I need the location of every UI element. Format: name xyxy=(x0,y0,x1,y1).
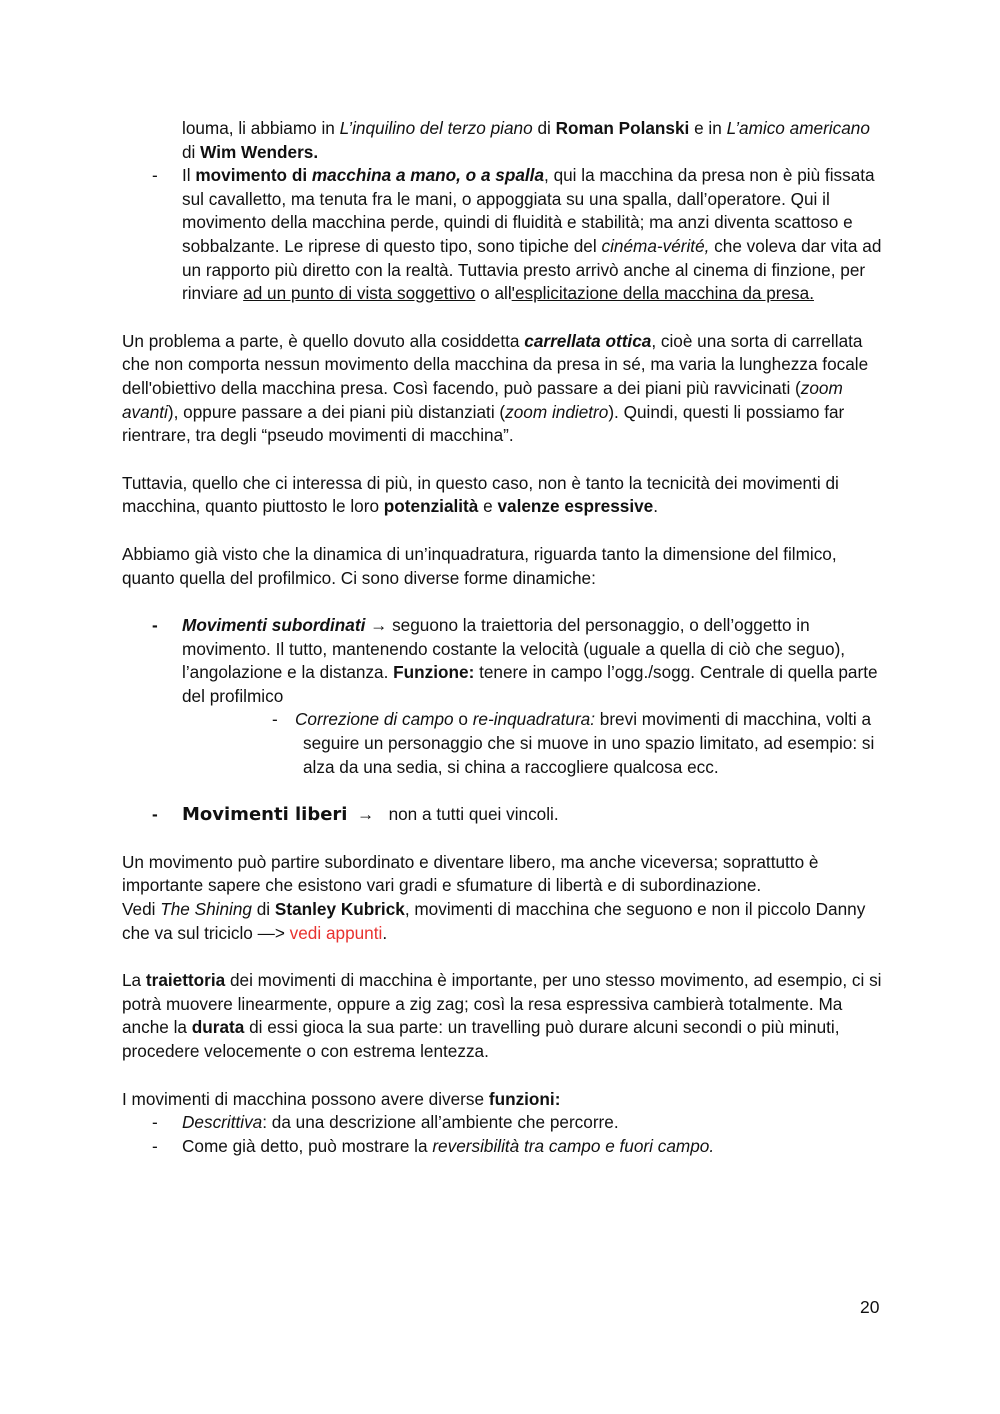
text-run: Vedi xyxy=(122,899,161,920)
term-durata: durata xyxy=(191,1017,245,1038)
term-potenzialita: potenzialità xyxy=(383,496,479,517)
term-traiettoria: traiettoria xyxy=(145,970,226,991)
text-run: o all xyxy=(475,283,512,304)
arrow-right-icon: → xyxy=(357,804,375,825)
term-reversibilita: reversibilità tra campo e fuori campo. xyxy=(432,1135,715,1156)
text-run: brevi movimenti di macchina, volti a seguire un personaggio che si muove in uno spazio limitato, ad esempio: si alza da una sedia, si china a raccogliere qualcosa ecc. xyxy=(303,709,875,777)
text-run: louma, li abbiamo in xyxy=(182,118,340,138)
page-content xyxy=(122,117,882,1158)
vedi-appunti-link[interactable]: vedi appunti xyxy=(289,922,383,943)
director-kubrick: Stanley Kubrick xyxy=(274,899,405,920)
paragraph-libero xyxy=(122,851,882,945)
text-run: I movimenti di macchina possono avere diverse xyxy=(122,1088,489,1109)
underlined-esplicitazione: 'esplicitazione della macchina da presa. xyxy=(511,283,814,304)
term-correzione-di-campo: Correzione di campo xyxy=(295,709,454,730)
term-movimenti-subordinati: Movimenti subordinati xyxy=(182,615,366,636)
text-run: e in xyxy=(689,118,727,138)
list-item-movimenti-subordinati xyxy=(122,614,882,708)
paragraph-funzioni xyxy=(122,1088,882,1112)
text-run: di essi gioca la sua parte: un travelling può durare alcuni secondi o più minuti, procedere velocemente o con estrema lentezza. xyxy=(122,1017,840,1061)
paragraph-carrellata-ottica xyxy=(122,330,882,448)
forme-dinamiche-list xyxy=(122,614,882,708)
text-run: Tuttavia, quello che ci interessa di più, in questo caso, non è tanto la tecnicità dei movimenti di macchina, quanto piuttosto le loro xyxy=(122,472,839,517)
text-run: , movimenti di macchina che seguono e non il piccolo Danny che va sul triciclo —> xyxy=(122,899,866,943)
text-run: che voleva dar vita ad un rapporto più diretto con la realtà. Tuttavia presto arrivò anche al cinema di finzione, per rinviare xyxy=(182,235,882,304)
film-title-amico-americano: L’amico americano xyxy=(726,118,870,138)
term-valenze-espressive: valenze espressive xyxy=(497,496,654,517)
text-run: Un problema a parte, è quello dovuto alla cosiddetta xyxy=(122,330,525,351)
list-item-descrittiva xyxy=(122,1111,882,1135)
term-re-inquadratura: re-inquadratura: xyxy=(472,709,595,730)
term-zoom-avanti: zoom avanti xyxy=(122,377,843,422)
text-run: non a tutti quei vincoli. xyxy=(388,804,559,825)
text-run: seguono la traiettoria del personaggio, o dell’oggetto in movimento. Il tutto, mantenendo costante la velocità (uguale a quella di ciò che seguo), l’angolazione e la distanza. xyxy=(182,615,846,683)
text-run: di xyxy=(251,899,275,920)
director-polanski: Roman Polanski xyxy=(555,118,690,138)
text-run: e xyxy=(478,496,498,517)
underlined-punto-di-vista: ad un punto di vista soggettivo xyxy=(243,283,476,304)
mano-list xyxy=(122,164,882,306)
text-run: . xyxy=(382,922,388,943)
text-run: Come già detto, può mostrare la xyxy=(182,1135,433,1156)
paragraph-dinamica: Abbiamo già visto che la dinamica di un’inquadratura, riguarda tanto la dimensione del filmico, quanto quella del profilmico. Ci sono diverse forme dinamiche: xyxy=(122,543,837,588)
liberi-list xyxy=(122,803,882,827)
list-item-reversibilita xyxy=(122,1135,882,1159)
text-run: Un movimento può partire subordinato e diventare libero, ma anche viceversa; soprattutto è importante sapere che esistono vari gradi e sfumature di libertà e di subordinazione. xyxy=(122,851,819,896)
list-item-correzione-di-campo xyxy=(122,708,882,779)
text-run: o xyxy=(453,709,473,730)
text-run: tenere in campo l’ogg./sogg. Centrale di quella parte del profilmico xyxy=(182,662,878,706)
term-macchina-a-mano: macchina a mano, o a spalla xyxy=(311,165,545,186)
text-run: La xyxy=(122,970,146,991)
paragraph-traiettoria xyxy=(122,969,882,1063)
director-wenders: Wim Wenders. xyxy=(200,141,319,162)
text-run: , cioè una sorta di carrellata che non comporta nessun movimento della macchina da presa in sé, ma varia la lunghezza focale dell'obiettivo della macchina presa. Così facendo, può passare a dei piani più ravvicinati ( xyxy=(122,330,869,398)
text-run: di xyxy=(182,141,201,162)
list-item-macchina-a-mano xyxy=(122,164,882,306)
list-item-movimenti-liberi xyxy=(122,803,882,827)
term-movimento: movimento di xyxy=(195,165,312,186)
arrow-right-icon: → xyxy=(370,615,388,636)
text-run: ), oppure passare a dei piani più distanziati ( xyxy=(167,401,506,422)
term-zoom-indietro: zoom indietro xyxy=(505,401,609,422)
term-movimenti-liberi: Movimenti liberi xyxy=(182,804,348,826)
text-run: : da una descrizione all’ambiente che percorre. xyxy=(262,1112,619,1133)
sub-list-correzione xyxy=(122,708,882,779)
term-funzioni: funzioni: xyxy=(488,1088,561,1109)
text-run: ). Quindi, questi li possiamo far rientrare, tra degli “pseudo movimenti di macchina”. xyxy=(122,401,845,446)
paragraph-tuttavia xyxy=(122,472,882,519)
term-funzione: Funzione: xyxy=(393,662,475,683)
term-carrellata-ottica: carrellata ottica xyxy=(524,330,652,351)
text-run: dei movimenti di macchina è importante, per uno stesso movimento, ad esempio, ci si potrà muovere linearmente, oppure a zig zag; così la resa espressiva cambierà totalmente. Ma anche la xyxy=(122,970,882,1038)
funzioni-list xyxy=(122,1111,882,1158)
text-run: , qui la macchina da presa non è più fissata sul cavalletto, ma tenuta fra le mani, o appoggiata su una spalla, dall’operatore. Qui il movimento della macchina perde, quindi di fluidità e stabilità; ma anzi diventa scattoso e sobbalzante. Le riprese di questo tipo, sono tipiche del xyxy=(182,165,875,256)
film-title-inquilino: L’inquilino del terzo piano xyxy=(339,118,533,138)
text-run: . xyxy=(653,496,658,517)
term-cinema-verite: cinéma-vérité, xyxy=(601,235,710,256)
text-run: di xyxy=(532,118,556,138)
term-descrittiva: Descrittiva xyxy=(182,1112,263,1133)
intro-list-continuation xyxy=(122,117,882,164)
page-number: 20 xyxy=(860,1297,880,1317)
text-run: Il xyxy=(182,165,196,186)
film-title-the-shining: The Shining xyxy=(160,899,252,920)
